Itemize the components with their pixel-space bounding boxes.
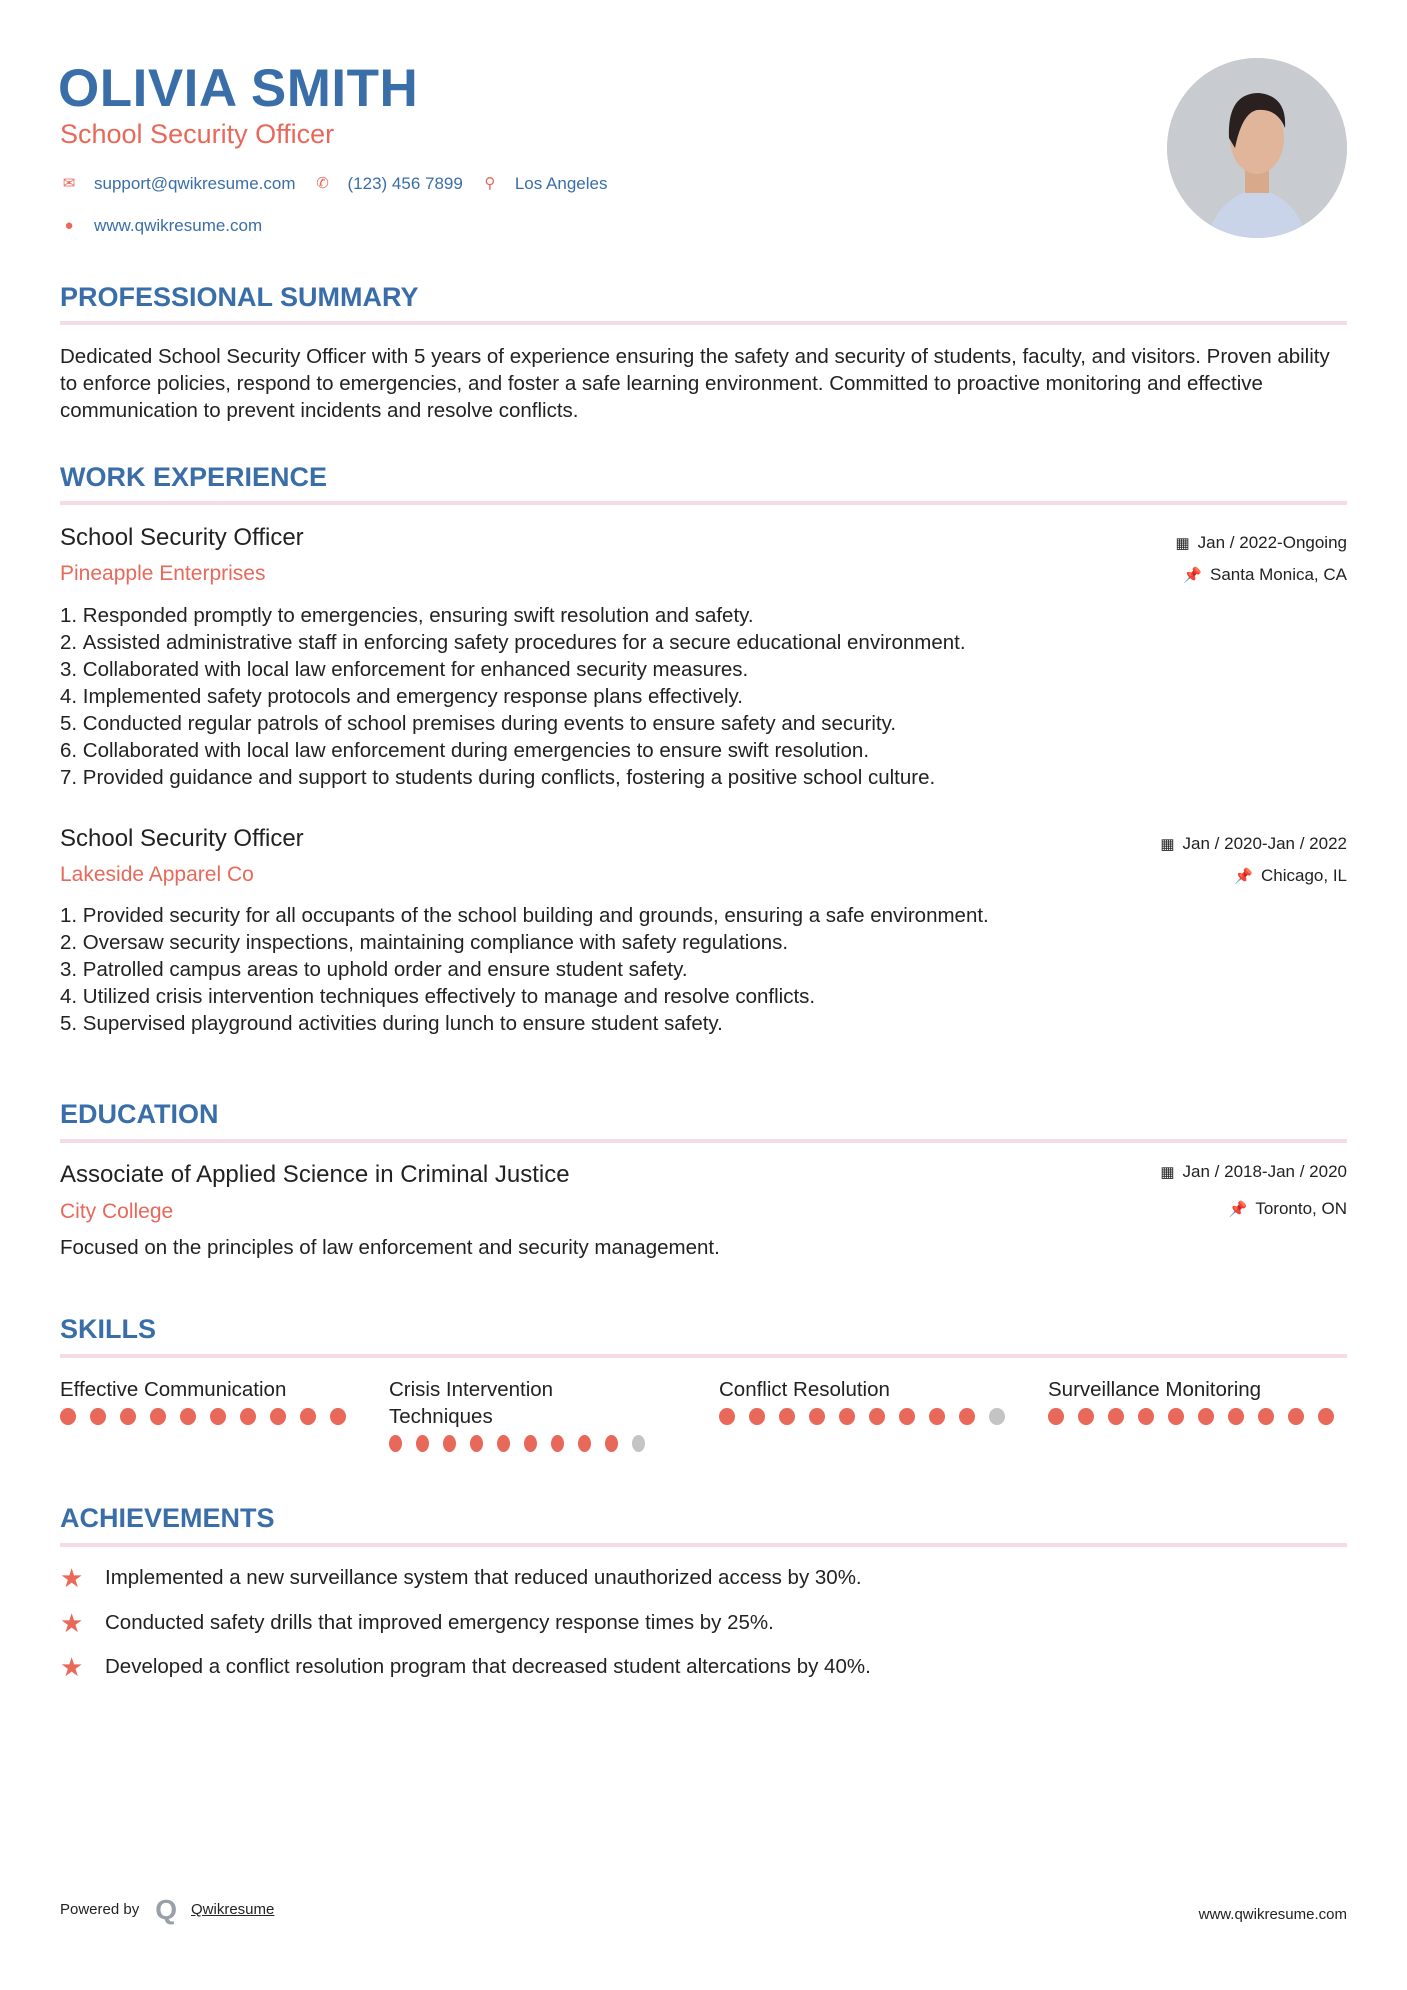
list-item: 7. Provided guidance and support to students during conflicts, fostering a positive school culture. bbox=[60, 764, 1350, 791]
rating-dot-filled bbox=[120, 1408, 136, 1425]
list-item: 4. Utilized crisis intervention techniques effectively to manage and resolve conflicts. bbox=[60, 983, 1350, 1010]
education-dates bbox=[1160, 1161, 1347, 1184]
rating-dot-empty bbox=[989, 1408, 1005, 1425]
rating-dot-filled bbox=[749, 1408, 765, 1425]
skill-item bbox=[389, 1376, 659, 1452]
rating-dot-filled bbox=[869, 1408, 885, 1425]
rating-dot-filled bbox=[899, 1408, 915, 1425]
section-divider bbox=[60, 1354, 1347, 1358]
rating-dot-filled bbox=[443, 1435, 456, 1452]
skill-item bbox=[719, 1376, 1019, 1425]
section-title-achievements: ACHIEVEMENTS bbox=[60, 1503, 275, 1533]
calendar-icon: ▦ bbox=[1160, 836, 1175, 853]
location-text: Chicago, IL bbox=[1261, 866, 1347, 885]
rating-dot-filled bbox=[1288, 1408, 1304, 1425]
summary-text: Dedicated School Security Officer with 5 years of experience ensuring the safety and security of students, faculty, and visitors. Proven ability to enforce policies, respond to emergencies, and foster a safe learning environment. Committed to proactive monitoring and effective communication to prevent incidents and resolve conflicts. bbox=[60, 345, 1330, 422]
star-icon: ★ bbox=[60, 1608, 84, 1638]
section-divider bbox=[60, 1139, 1347, 1143]
achievement-text: Developed a conflict resolution program that decreased student altercations by 40%. bbox=[105, 1655, 871, 1678]
qwikresume-logo-icon: Q bbox=[155, 1894, 177, 1925]
location-pin-icon: ⚲ bbox=[484, 175, 496, 192]
skill-item bbox=[60, 1376, 360, 1425]
rating-dot-filled bbox=[1198, 1408, 1214, 1425]
job-2-company: Lakeside Apparel Co bbox=[60, 863, 254, 886]
section-title-skills: SKILLS bbox=[60, 1314, 157, 1344]
rating-dot-empty bbox=[632, 1435, 645, 1452]
location-text: Santa Monica, CA bbox=[1209, 565, 1347, 584]
rating-dot-filled bbox=[270, 1408, 286, 1425]
rating-dot-filled bbox=[1258, 1408, 1274, 1425]
skill-rating bbox=[60, 1408, 360, 1425]
email-link[interactable]: support@qwikresume.com bbox=[94, 174, 296, 193]
globe-icon: ● bbox=[64, 217, 74, 234]
footer-powered-by bbox=[60, 1894, 275, 1925]
skill-name: Conflict Resolution bbox=[719, 1378, 890, 1401]
phone-text: (123) 456 7899 bbox=[347, 174, 463, 193]
star-icon: ★ bbox=[60, 1652, 84, 1682]
list-item: 1. Provided security for all occupants of the school building and grounds, ensuring a safe environment. bbox=[60, 902, 1350, 929]
dates-text: Jan / 2022-Ongoing bbox=[1197, 533, 1347, 552]
rating-dot-filled bbox=[551, 1435, 564, 1452]
pushpin-icon: 📌 bbox=[1228, 1201, 1248, 1218]
rating-dot-filled bbox=[605, 1435, 618, 1452]
list-item: 3. Collaborated with local law enforcement for enhanced security measures. bbox=[60, 656, 1350, 683]
powered-by-text: Powered by bbox=[60, 1901, 140, 1918]
degree-title: Associate of Applied Science in Criminal Justice bbox=[60, 1161, 570, 1188]
list-item: 1. Responded promptly to emergencies, ensuring swift resolution and safety. bbox=[60, 602, 1350, 629]
rating-dot-filled bbox=[150, 1408, 166, 1425]
rating-dot-filled bbox=[60, 1408, 76, 1425]
rating-dot-filled bbox=[90, 1408, 106, 1425]
skill-name: Surveillance Monitoring bbox=[1048, 1378, 1262, 1401]
rating-dot-filled bbox=[1078, 1408, 1094, 1425]
section-title-education: EDUCATION bbox=[60, 1099, 219, 1129]
section-divider bbox=[60, 1543, 1347, 1547]
job-title: School Security Officer bbox=[60, 119, 335, 149]
location-text: Toronto, ON bbox=[1255, 1199, 1347, 1218]
achievement-text: Conducted safety drills that improved emergency response times by 25%. bbox=[105, 1611, 774, 1634]
star-icon: ★ bbox=[60, 1563, 84, 1593]
section-title-experience: WORK EXPERIENCE bbox=[60, 462, 328, 492]
school-name: City College bbox=[60, 1200, 174, 1223]
section-title-summary: PROFESSIONAL SUMMARY bbox=[60, 282, 419, 312]
achievement-text: Implemented a new surveillance system that reduced unauthorized access by 30%. bbox=[105, 1566, 862, 1589]
rating-dot-filled bbox=[779, 1408, 795, 1425]
pushpin-icon: 📌 bbox=[1183, 567, 1202, 584]
list-item: 6. Collaborated with local law enforcement during emergencies to ensure swift resolution. bbox=[60, 737, 1350, 764]
skill-rating bbox=[1048, 1408, 1348, 1425]
dates-text: Jan / 2020-Jan / 2022 bbox=[1182, 834, 1347, 853]
rating-dot-filled bbox=[1048, 1408, 1064, 1425]
website-row bbox=[60, 215, 280, 237]
calendar-icon: ▦ bbox=[1160, 1164, 1175, 1181]
skill-name: Crisis Intervention Techniques bbox=[389, 1378, 554, 1428]
rating-dot-filled bbox=[1228, 1408, 1244, 1425]
rating-dot-filled bbox=[1108, 1408, 1124, 1425]
list-item: 3. Patrolled campus areas to uphold order and ensure student safety. bbox=[60, 956, 1350, 983]
section-divider bbox=[60, 321, 1347, 325]
pushpin-icon: 📌 bbox=[1234, 868, 1253, 885]
job-1-bullets bbox=[60, 602, 1350, 791]
rating-dot-filled bbox=[240, 1408, 256, 1425]
rating-dot-filled bbox=[389, 1435, 402, 1452]
job-1-dates bbox=[1175, 532, 1347, 555]
achievement-item bbox=[60, 1645, 871, 1689]
skill-rating bbox=[719, 1408, 1019, 1425]
section-divider bbox=[60, 501, 1347, 505]
education-location bbox=[1229, 1198, 1347, 1221]
rating-dot-filled bbox=[1168, 1408, 1184, 1425]
rating-dot-filled bbox=[180, 1408, 196, 1425]
rating-dot-filled bbox=[578, 1435, 591, 1452]
dates-text: Jan / 2018-Jan / 2020 bbox=[1182, 1162, 1347, 1181]
list-item: 2. Oversaw security inspections, maintaining compliance with safety regulations. bbox=[60, 929, 1350, 956]
education-description: Focused on the principles of law enforcement and security management. bbox=[60, 1236, 720, 1259]
achievement-item bbox=[60, 1601, 774, 1645]
profile-photo bbox=[1167, 58, 1347, 238]
list-item: 5. Supervised playground activities during lunch to ensure student safety. bbox=[60, 1010, 1350, 1037]
rating-dot-filled bbox=[497, 1435, 510, 1452]
rating-dot-filled bbox=[1318, 1408, 1334, 1425]
rating-dot-filled bbox=[809, 1408, 825, 1425]
list-item: 2. Assisted administrative staff in enforcing safety procedures for a secure educational environment. bbox=[60, 629, 1350, 656]
rating-dot-filled bbox=[524, 1435, 537, 1452]
job-2-bullets bbox=[60, 902, 1350, 1037]
phone-icon: ✆ bbox=[316, 175, 329, 192]
rating-dot-filled bbox=[300, 1408, 316, 1425]
rating-dot-filled bbox=[470, 1435, 483, 1452]
footer-website[interactable]: www.qwikresume.com bbox=[1198, 1906, 1347, 1923]
rating-dot-filled bbox=[929, 1408, 945, 1425]
email-icon: ✉ bbox=[62, 175, 76, 192]
rating-dot-filled bbox=[839, 1408, 855, 1425]
rating-dot-filled bbox=[210, 1408, 226, 1425]
rating-dot-filled bbox=[1138, 1408, 1154, 1425]
candidate-name: OLIVIA SMITH bbox=[58, 59, 419, 118]
list-item: 5. Conducted regular patrols of school premises during events to ensure safety and security. bbox=[60, 710, 1350, 737]
brand-link[interactable]: Qwikresume bbox=[191, 1901, 275, 1918]
job-1-title: School Security Officer bbox=[60, 524, 304, 551]
rating-dot-filled bbox=[416, 1435, 429, 1452]
job-2-dates bbox=[1160, 833, 1347, 856]
job-2-location bbox=[1234, 865, 1347, 888]
rating-dot-filled bbox=[719, 1408, 735, 1425]
skill-rating bbox=[389, 1435, 659, 1452]
website-link[interactable]: www.qwikresume.com bbox=[94, 216, 263, 235]
rating-dot-filled bbox=[330, 1408, 346, 1425]
rating-dot-filled bbox=[959, 1408, 975, 1425]
job-1-company: Pineapple Enterprises bbox=[60, 562, 266, 585]
achievement-item bbox=[60, 1556, 862, 1600]
job-1-location bbox=[1183, 564, 1347, 587]
skill-item bbox=[1048, 1376, 1348, 1425]
calendar-icon: ▦ bbox=[1175, 535, 1190, 552]
list-item: 4. Implemented safety protocols and emergency response plans effectively. bbox=[60, 683, 1350, 710]
skill-name: Effective Communication bbox=[60, 1378, 287, 1401]
contact-row bbox=[60, 173, 625, 195]
job-2-title: School Security Officer bbox=[60, 825, 304, 852]
location-text: Los Angeles bbox=[514, 174, 608, 193]
